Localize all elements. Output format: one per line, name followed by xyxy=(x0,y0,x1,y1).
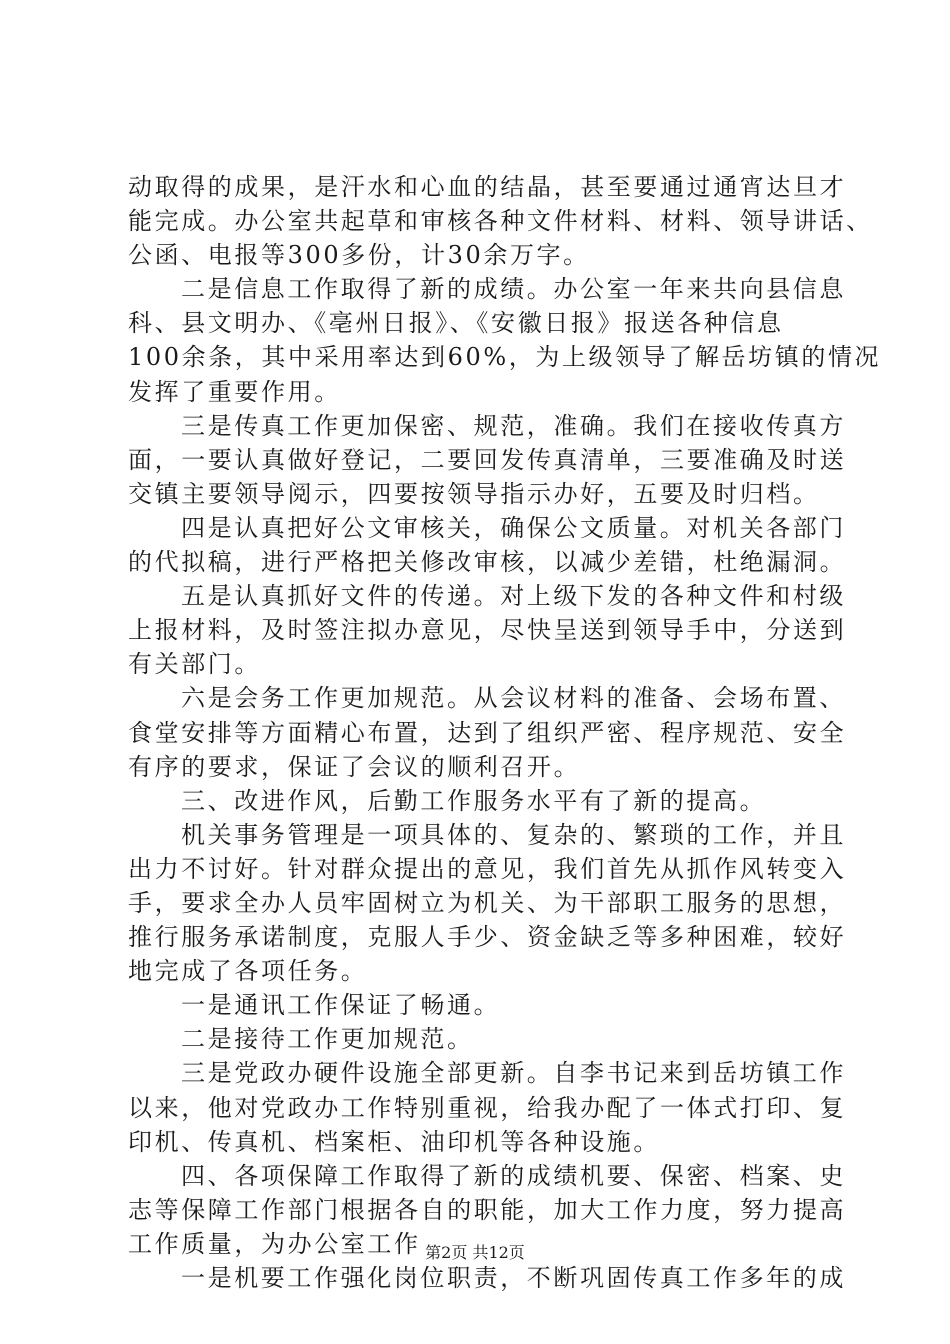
text-line: 有序的要求，保证了会议的顺利召开。 xyxy=(128,752,581,781)
text-line: 推行服务承诺制度，克服人手少、资金缺乏等多种困难，较好 xyxy=(128,923,847,952)
text-line: 公函、电报等300多份，计30余万字。 xyxy=(128,241,590,270)
paragraph-first-line: 二是信息工作取得了新的成绩。办公室一年来共向县信息 xyxy=(181,275,846,304)
text-line: 印机、传真机、档案柜、油印机等各种设施。 xyxy=(128,1127,660,1156)
text-line: 动取得的成果，是汗水和心血的结晶，甚至要通过通宵达旦才 xyxy=(128,173,847,201)
text-line: 的代拟稿，进行严格把关修改审核，以减少差错，杜绝漏洞。 xyxy=(128,548,847,577)
text-line: 以来，他对党政办工作特别重视，给我办配了一体式打印、复 xyxy=(128,1093,847,1122)
text-line: 有关部门。 xyxy=(128,650,261,679)
body-text xyxy=(128,170,882,1295)
paragraph-first-line: 机关事务管理是一项具体的、复杂的、繁琐的工作，并且 xyxy=(181,820,846,849)
paragraph-first-line: 三是党政办硬件设施全部更新。自李书记来到岳坊镇工作 xyxy=(181,1059,846,1088)
paragraph-first-line: 一是机要工作强化岗位职责，不断巩固传真工作多年的成 xyxy=(181,1264,846,1292)
page-number: 第2页 共12页 xyxy=(425,1243,525,1262)
text-line: 能完成。办公室共起草和审核各种文件材料、材料、领导讲话、 xyxy=(128,207,873,236)
text-line: 面，一要认真做好登记，二要回发传真清单，三要准确及时送 xyxy=(128,445,847,474)
paragraph-first-line: 四、各项保障工作取得了新的成绩机要、保密、档案、史 xyxy=(181,1161,846,1190)
text-line: 工作质量，为办公室工作 xyxy=(128,1229,421,1258)
paragraph-first-line: 三、改进作风，后勤工作服务水平有了新的提高。 xyxy=(181,786,767,815)
text-line: 交镇主要领导阅示，四要按领导指示办好，五要及时归档。 xyxy=(128,479,820,508)
paragraph-first-line: 四是认真把好公文审核关，确保公文质量。对机关各部门 xyxy=(181,513,846,542)
text-line: 科、县文明办、《亳州日报》、《安徽日报》报送各种信息 xyxy=(128,309,784,338)
text-line: 志等保障工作部门根据各自的职能，加大工作力度，努力提高 xyxy=(128,1195,847,1224)
text-line: 100余条，其中采用率达到60%，为上级领导了解岳坊镇的情况 xyxy=(128,343,882,372)
paragraph-first-line: 一是通讯工作保证了畅通。 xyxy=(181,991,501,1020)
paragraph-first-line: 二是接待工作更加规范。 xyxy=(181,1025,474,1054)
paragraph-first-line: 六是会务工作更加规范。从会议材料的准备、会场布置、 xyxy=(181,684,846,713)
text-line: 上报材料，及时签注拟办意见，尽快呈送到领导手中，分送到 xyxy=(128,616,847,645)
page-footer xyxy=(0,1242,950,1264)
text-line: 手，要求全办人员牢固树立为机关、为干部职工服务的思想， xyxy=(128,888,847,917)
paragraph-first-line: 五是认真抓好文件的传递。对上级下发的各种文件和村级 xyxy=(181,582,846,611)
text-line: 发挥了重要作用。 xyxy=(128,377,341,406)
text-line: 地完成了各项任务。 xyxy=(128,957,368,986)
paragraph-first-line: 三是传真工作更加保密、规范，准确。我们在接收传真方 xyxy=(181,411,846,440)
text-line: 出力不讨好。针对群众提出的意见，我们首先从抓作风转变入 xyxy=(128,854,847,883)
document-body xyxy=(128,170,882,1295)
text-line: 食堂安排等方面精心布置，达到了组织严密、程序规范、安全 xyxy=(128,718,847,747)
